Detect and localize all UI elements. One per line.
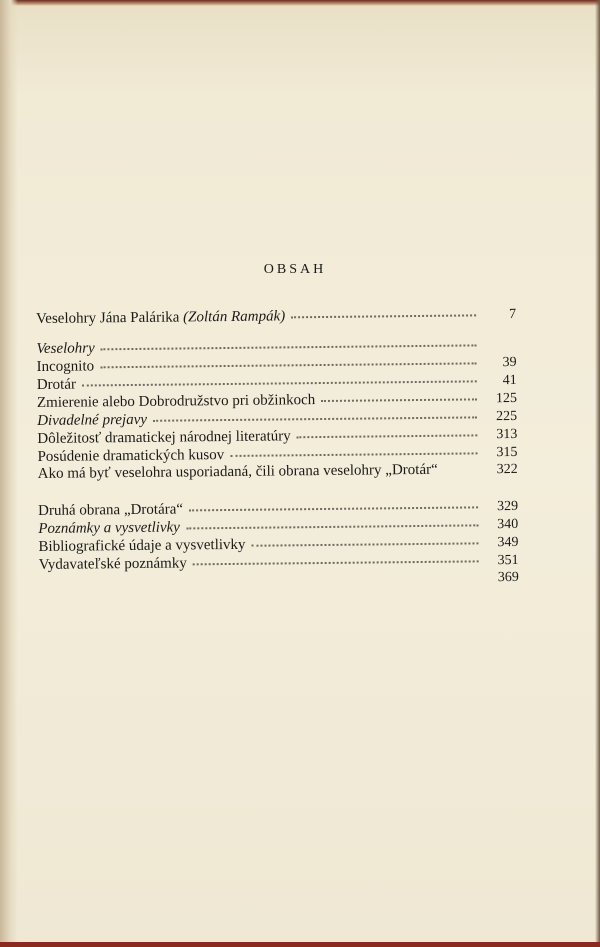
toc-entry-label: Drotár — [36, 376, 77, 393]
leader-dots — [321, 397, 477, 402]
leader-dots — [189, 505, 478, 511]
toc-entry-page: 41 — [502, 372, 517, 389]
toc-section-label: Divadelné prejavy — [37, 411, 148, 429]
toc-entry-label: Veselohry Jána Palárika (Zoltán Rampák) — [36, 308, 286, 327]
leader-dots — [297, 433, 478, 438]
leader-dots — [100, 361, 477, 368]
toc-entry-page: 315 — [496, 444, 518, 461]
toc-entry-page: 225 — [496, 408, 518, 425]
toc-entry-label: Incognito — [36, 358, 95, 375]
toc-entry-label: Druhá obrana „Drotára“ — [38, 501, 184, 519]
toc-entry-page: 7 — [508, 306, 517, 323]
toc-entry-label: Posúdenie dramatických kusov — [37, 447, 225, 465]
toc-section-label: Poznámky a vysvetlivky — [38, 519, 180, 537]
page-top-edge — [0, 0, 600, 6]
toc-entry-page: 340 — [497, 516, 519, 533]
leader-dots — [82, 379, 477, 386]
page-bottom-edge — [0, 942, 600, 947]
toc-section-label: Veselohry — [36, 340, 95, 357]
toc-entry-page: 39 — [502, 354, 517, 371]
toc-entry-label: Zmierenie alebo Dobrodružstvo pri obžinkoch — [36, 392, 316, 411]
toc-entry-label: Ako má byť veselohra usporiadaná, čili obrana veselohry „Drotár“ — [37, 461, 438, 482]
toc-entry — [38, 461, 518, 502]
leader-dots — [193, 559, 479, 565]
leader-dots — [251, 541, 478, 546]
toc-heading: OBSAH — [263, 262, 327, 277]
leader-dots — [230, 451, 477, 457]
leader-dots — [153, 415, 477, 421]
toc-entry-page: 351 — [497, 552, 519, 569]
toc-entry-page: 349 — [497, 534, 519, 551]
toc-entry-page: 313 — [496, 426, 518, 443]
toc-entry-page: 125 — [495, 390, 518, 407]
toc-entry-label: Dôležitosť dramatickej národnej literatúry — [37, 428, 291, 447]
toc-entry — [39, 569, 519, 592]
leader-dots — [101, 343, 477, 350]
leader-dots — [186, 523, 478, 529]
toc-entry-page: 369 — [497, 569, 519, 586]
page-binding-shadow — [0, 0, 18, 947]
table-of-contents — [36, 305, 519, 592]
leader-dots — [291, 313, 476, 318]
toc-entry-label: Vydavateľské poznámky — [38, 555, 187, 573]
toc-entry-label: Bibliografické údaje a vysvetlivky — [38, 536, 246, 555]
toc-entry-page: 329 — [497, 498, 519, 515]
toc-entry-page: 322 — [496, 461, 518, 478]
page-right-edge — [595, 0, 600, 947]
